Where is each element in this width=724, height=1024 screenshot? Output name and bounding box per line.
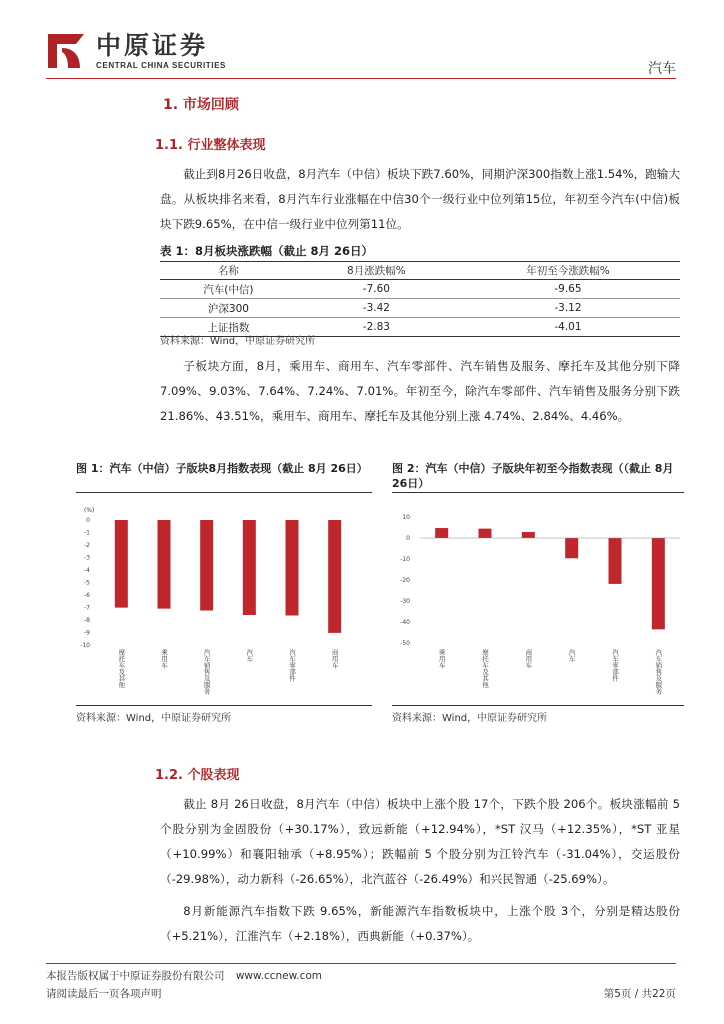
table-cell: 沪深300 <box>160 299 297 318</box>
data-bar <box>115 520 128 608</box>
x-category-label: 汽车 <box>245 649 254 662</box>
paragraph-stock-performance: 截止 8月 26日收盘，8月汽车（中信）板块中上涨个股 17个，下跌个股 206个。板块涨幅前 5 个股分别为金固股份（+30.17%），致远新能（+12.94%），*ST 汉马（+12.35%），*ST 亚星（+10.99%）和襄阳轴承（+8.95%）；跌幅前 5 个股分别为江铃汽车（-31.04%），交运股份（-29.98%），动力新科（-26.65%），北汽蓝谷（-26.49%）和兴民智通（-25.69%）。 <box>160 797 680 886</box>
table-source-note: 资料来源：Wind，中原证券研究所 <box>160 336 316 347</box>
x-category-label: 汽车 <box>567 649 576 662</box>
subsection-heading-stocks: 1.2. 个股表现 <box>155 768 240 783</box>
y-tick-label: -8 <box>84 617 90 624</box>
footer-disclaimer: 请阅读最后一页各项声明 <box>46 988 162 1000</box>
table-cell: 上证指数 <box>160 318 297 337</box>
figure-2-source-note: 资料来源：Wind，中原证券研究所 <box>392 713 548 724</box>
table-header-cell: 名称 <box>160 262 297 280</box>
y-tick-label: -3 <box>84 554 90 562</box>
table-cell: -9.65 <box>456 280 680 299</box>
subsection-heading-industry: 1.1. 行业整体表现 <box>155 138 266 153</box>
table-cell: 汽车(中信) <box>160 280 297 299</box>
y-tick-label: 10 <box>402 514 410 521</box>
figure-1-frame <box>76 492 372 706</box>
paragraph-industry-overview: 截止到8月26日收盘，8月汽车（中信）板块下跌7.60%，同期沪深300指数上涨1.54%，跑输大盘。从板块排名来看，8月汽车行业涨幅在中信30个一级行业中位列第15位，年初至今汽车(中信)板块下跌9.65%，在中信一级行业中位列第11位。 <box>160 167 680 231</box>
x-category-label: 乘用车 <box>160 649 168 669</box>
y-tick-label: -50 <box>400 640 410 647</box>
x-category-label: 摩托车及其他 <box>117 649 126 688</box>
y-tick-label: -9 <box>84 629 90 637</box>
axis-unit-label: (%) <box>84 507 95 514</box>
data-bar <box>652 538 665 629</box>
y-tick-label: -7 <box>84 604 90 612</box>
y-tick-label: -5 <box>84 579 90 587</box>
table-title: 表 1：8月板块涨跌幅（截止 8月 26日） <box>160 244 374 258</box>
y-tick-label: -10 <box>80 642 90 649</box>
y-tick-label: -2 <box>84 542 90 549</box>
section-heading: 1. 市场回顾 <box>163 97 239 113</box>
paragraph-new-energy: 8月新能源汽车指数下跌 9.65%，新能源汽车指数板块中，上涨个股 3个，分别是精达股份（+5.21%），江淮汽车（+2.18%），西典新能（+0.37%）。 <box>160 904 680 943</box>
y-tick-label: 0 <box>86 517 90 524</box>
table-cell: -3.12 <box>456 299 680 318</box>
data-bar <box>328 520 341 633</box>
figure-1-bar-chart <box>76 493 372 705</box>
figure-2-bar-chart <box>392 493 684 705</box>
figure-2-title: 图 2：汽车（中信）子版块年初至今指数表现（（截止 8月 26日） <box>392 462 674 490</box>
figure-2-frame <box>392 492 684 706</box>
data-bar <box>609 538 622 584</box>
y-tick-label: -40 <box>400 619 410 626</box>
y-tick-label: 0 <box>406 535 410 542</box>
table-header-cell: 年初至今涨跌幅% <box>456 262 680 280</box>
x-category-label: 汽车零部件 <box>288 649 296 682</box>
x-category-label: 汽车销售及服务 <box>654 649 663 695</box>
data-bar <box>479 529 492 538</box>
y-tick-label: -30 <box>400 598 410 605</box>
y-tick-label: -6 <box>84 592 90 599</box>
table-cell: -4.01 <box>456 318 680 337</box>
data-bar <box>565 538 578 558</box>
data-bar <box>286 520 299 616</box>
figure-1-source-note: 资料来源：Wind，中原证券研究所 <box>76 713 232 724</box>
sector-performance-table <box>160 261 680 337</box>
logo-mark-icon <box>46 30 88 72</box>
report-section-label: 汽车 <box>648 61 676 77</box>
footer-copyright-text: 本报告版权属于中原证券股份有限公司 <box>46 970 225 982</box>
x-category-label: 商用车 <box>330 649 339 669</box>
x-category-label: 乘用车 <box>437 649 446 669</box>
x-category-label: 商用车 <box>524 649 533 669</box>
company-logo <box>46 30 226 72</box>
y-tick-label: -20 <box>400 577 410 584</box>
data-bar <box>158 520 171 609</box>
data-bar <box>522 532 535 538</box>
x-category-label: 汽车零部件 <box>611 649 619 682</box>
paragraph-subsector: 子板块方面，8月，乘用车、商用车、汽车零部件、汽车销售及服务、摩托车及其他分别下降 7.09%、9.03%、7.64%、7.24%、7.01%。年初至今，除汽车零部件、汽车销售及服务分别下跌 21.86%、43.51%，乘用车、商用车、摩托车及其他分别上涨 4.74%、2.84%、4.46%。 <box>160 359 680 423</box>
data-bar <box>243 520 256 615</box>
table-cell: -7.60 <box>297 280 456 299</box>
table-row <box>160 299 680 318</box>
data-bar <box>200 520 213 611</box>
logo-chinese-name: 中原证券 <box>96 30 209 60</box>
footer-divider <box>46 963 676 964</box>
table-cell: -2.83 <box>297 318 456 337</box>
x-category-label: 摩托车及其他 <box>481 649 489 688</box>
logo-english-name: CENTRAL CHINA SECURITIES <box>96 60 226 70</box>
data-bar <box>435 528 448 538</box>
footer-copyright <box>46 968 322 983</box>
table-cell: -3.42 <box>297 299 456 318</box>
x-category-label: 汽车销售及服务 <box>202 649 211 695</box>
y-tick-label: -1 <box>84 529 90 537</box>
footer-website-link[interactable]: www.ccnew.com <box>235 970 323 982</box>
table-row <box>160 280 680 299</box>
header-divider <box>46 78 676 79</box>
page-number: 第5页 / 共22页 <box>603 988 676 1000</box>
table-header-cell: 8月涨跌幅% <box>297 262 456 280</box>
figure-1-title: 图 1：汽车（中信）子版块8月指数表现（截止 8月 26日） <box>76 462 368 475</box>
y-tick-label: -10 <box>400 556 410 563</box>
table-header-row <box>160 262 680 280</box>
y-tick-label: -4 <box>84 567 90 574</box>
